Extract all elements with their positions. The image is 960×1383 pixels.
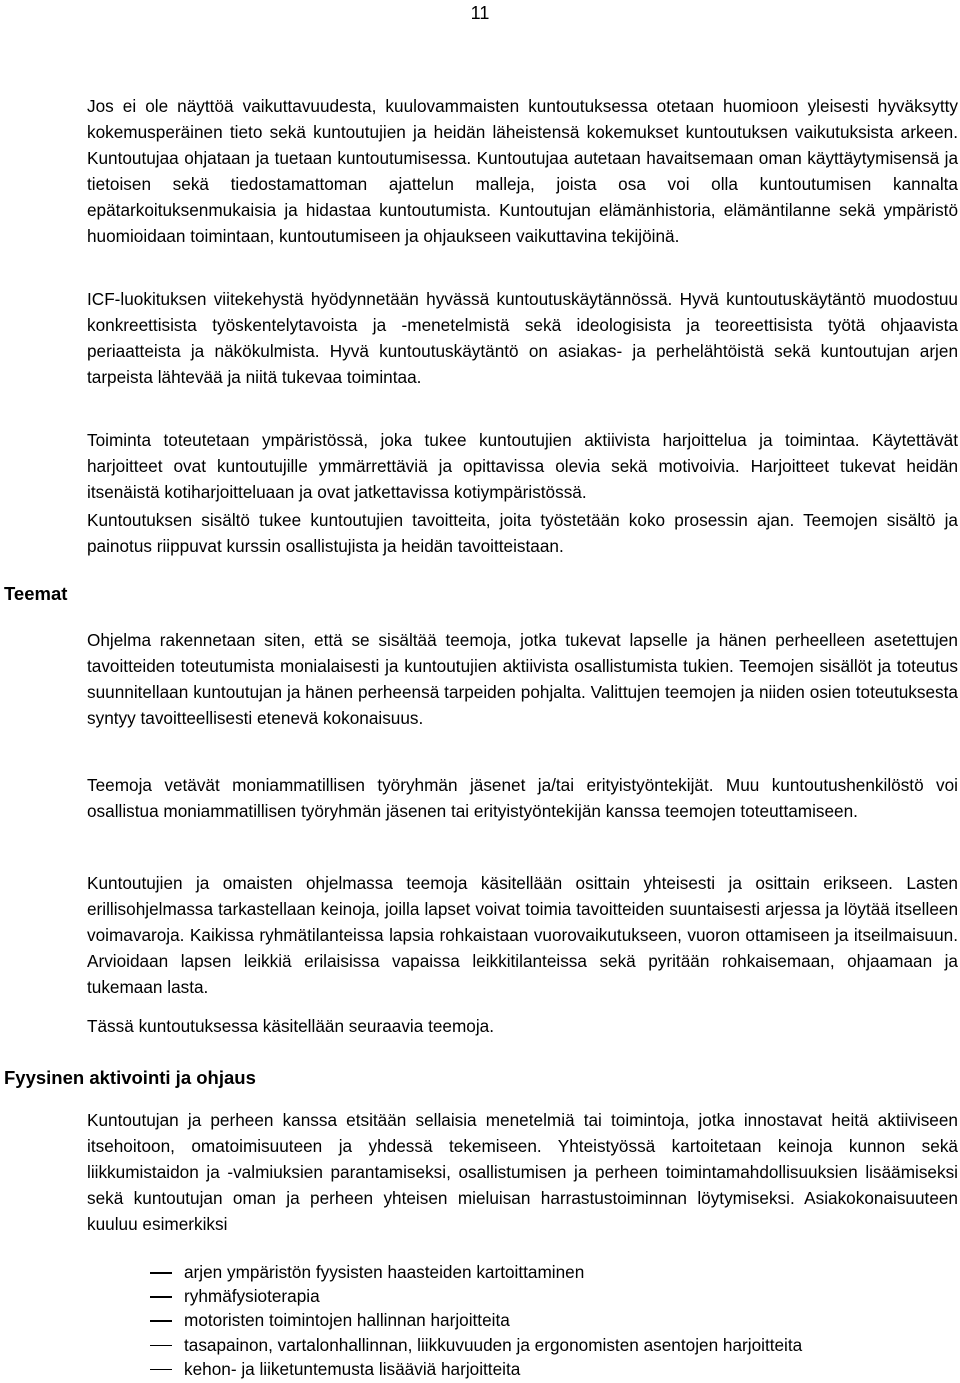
dash-bullet <box>150 1369 172 1371</box>
paragraph-icf: ICF-luokituksen viitekehystä hyödynnetään hyvässä kuntoutuskäytännössä. Hyvä kuntoutuskäytäntö muodostuu konkreettisista työskentelytavoista ja -menetelmistä sekä ideologisista ja teoreettisista työtä ohjaavista periaatteista ja näkökulmista. Hyvä kuntoutuskäytäntö on asiakas- ja perhelähtöistä sekä kuntoutujan arjen tarpeista lähtevää ja niitä tukevaa toimintaa. <box>87 289 958 387</box>
dash-bullet <box>150 1345 172 1347</box>
list-item: tasapainon, vartalonhallinnan, liikkuvuuden ja ergonomisten asentojen harjoitteita <box>150 1333 802 1357</box>
paragraph-environment: Toiminta toteutetaan ympäristössä, joka tukee kuntoutujien aktiivista harjoittelua ja toimintaa. Käytettävät harjoitteet ovat kuntoutujille ymmärrettäviä ja opittavissa olevia sekä motivoivia. Harjoitteet tukevat heidän itsenäistä kotiharjoitteluaan ja ovat jatkettavissa kotiympäristössä. <box>87 430 958 502</box>
list-item: ryhmäfysioterapia <box>150 1284 802 1308</box>
list-item: motoristen toimintojen hallinnan harjoitteita <box>150 1308 802 1332</box>
dash-bullet <box>150 1296 172 1298</box>
heading-teemat: Teemat <box>4 583 68 604</box>
dash-bullet <box>150 1320 172 1322</box>
dash-bullet <box>150 1272 172 1274</box>
heading-fyysinen-aktivointi: Fyysinen aktivointi ja ohjaus <box>4 1067 256 1088</box>
paragraph-program: Ohjelma rakennetaan siten, että se sisältää teemoja, jotka tukevat lapselle ja hänen perheelleen asetettujen tavoitteiden toteutumista monialaisesti ja kuntoutujien aktiivista osallistumista tukien. Teemojen sisällöt ja toteutus suunnitellaan kuntoutujan ja hänen perheensä tarpeiden pohjalta. Valittujen teemojen ja niiden osien toteutuksesta syntyy tavoitteellisesti etenevä kokonaisuus. <box>87 630 958 728</box>
paragraph-children: Kuntoutujien ja omaisten ohjelmassa teemoja käsitellään osittain yhteisesti ja osittain erikseen. Lasten erillisohjelmassa tarkastellaan keinoja, joilla lapset voivat toimia tavoitteiden suuntaisesti arjessa ja löytää itselleen voimavaroja. Kaikissa ryhmätilanteissa lapsia rohkaistaan vuorovaikutukseen, vuoron ottamiseen ja itseilmaisuun. Arvioidaan lapsen leikkiä erilaisissa vapaissa leikkitilanteissa sekä pyritään rohkaisemaan, ohjaamaan ja tukemaan lasta. <box>87 873 958 997</box>
paragraph-evidence: Jos ei ole näyttöä vaikuttavuudesta, kuulovammaisten kuntoutuksessa otetaan huomioon yleisesti hyväksytty kokemusperäinen tieto sekä kuntoutujien ja heidän läheistensä kokemukset kuntoutuksen vaikutuksista arkeen. Kuntoutujaa ohjataan ja tuetaan kuntoutumisessa. Kuntoutujaa autetaan havaitsemaan oman käyttäytymisensä ja tietoisen sekä tiedostamattoman ajattelun malleja, joista osa voi olla kuntoutumisen kannalta epätarkoituksenmukaisia ja hidastaa kuntoutumista. Kuntoutujan elämänhistoria, elämäntilanne sekä ympäristö huomioidaan toimintaan, kuntoutumiseen ja ohjaukseen vaikuttavina tekijöinä. <box>87 96 958 246</box>
paragraph-themes-intro: Tässä kuntoutuksessa käsitellään seuraavia teemoja. <box>87 1016 494 1036</box>
paragraph-staff: Teemoja vetävät moniammatillisen työryhmän jäsenet ja/tai erityistyöntekijät. Muu kuntoutushenkilöstö voi osallistua moniammatillisen työryhmän jäsenen tai erityistyöntekijän kanssa teemojen toteuttamiseen. <box>87 775 958 821</box>
bullet-list <box>150 1260 802 1381</box>
list-item: kehon- ja liiketuntemusta lisääviä harjoitteita <box>150 1357 802 1381</box>
page-number: 11 <box>470 3 490 23</box>
list-item: arjen ympäristön fyysisten haasteiden kartoittaminen <box>150 1260 802 1284</box>
paragraph-content: Kuntoutuksen sisältö tukee kuntoutujien tavoitteita, joita työstetään koko prosessin ajan. Teemojen sisältö ja painotus riippuvat kurssin osallistujista ja heidän tavoitteistaan. <box>87 510 958 556</box>
paragraph-physical: Kuntoutujan ja perheen kanssa etsitään sellaisia menetelmiä tai toimintoja, jotka innostavat heitä aktiiviseen itsehoitoon, omatoimisuuteen ja yhdessä tekemiseen. Yhteistyössä kartoitetaan keinoja kunnon sekä liikkumistaidon ja -valmiuksien parantamiseksi, osallistumisen ja perheen toimintamahdollisuuksien lisäämiseksi sekä kuntoutujan oman ja perheen yhteisen mieluisan harrastustoiminnan löytymiseksi. Asiakokonaisuuteen kuuluu esimerkiksi <box>87 1110 958 1234</box>
